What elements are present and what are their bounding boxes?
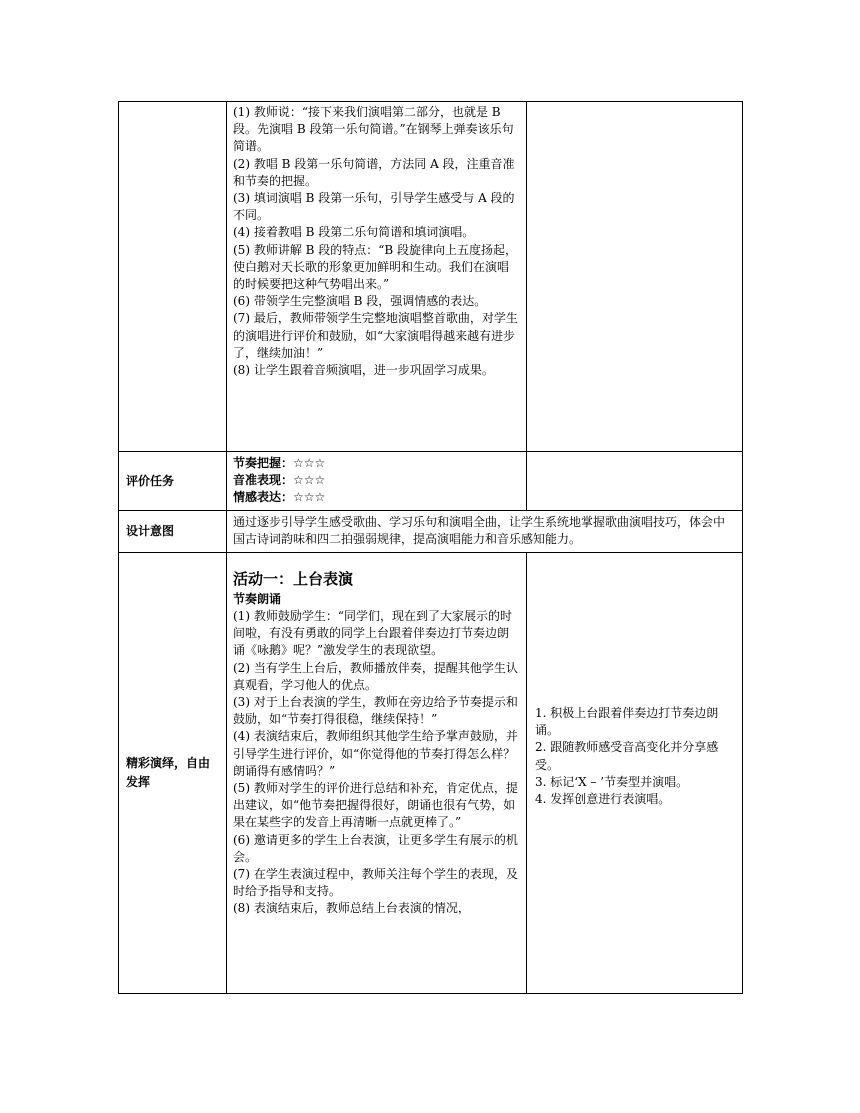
step-paragraph: (5) 教师对学生的评价进行总结和补充，肯定优点，提出建议，如“他节奏把握得很好，朗诵也很有气势，如果在某些字的发音上再清晰一点就更棒了。”: [233, 781, 518, 830]
step-paragraph: (2) 教唱 B 段第一乐句简谱，方法同 A 段，注重音准和节奏的把握。: [233, 156, 515, 188]
activity-subheading: 节奏朗诵: [233, 592, 282, 606]
step-paragraph: (3) 对于上台表演的学生，教师在旁边给予节奏提示和鼓励，如“节奏打得很稳，继续保持！”: [233, 695, 518, 727]
rating-stars: ☆☆☆: [293, 456, 326, 470]
activity-heading: 活动一：上台表演: [233, 570, 354, 588]
row-label-evaluation: 评价任务: [119, 452, 227, 511]
step-paragraph: (4) 接着教唱 B 段第二乐句简谱和填词演唱。: [233, 225, 475, 240]
rating-stars: ☆☆☆: [293, 473, 326, 487]
evaluation-cell: [227, 452, 527, 511]
step-paragraph: (6) 带领学生完整演唱 B 段，强调情感的表达。: [233, 294, 487, 309]
row-label-performance: 精彩演绎，自由发挥: [119, 553, 227, 994]
step-paragraph: (1) 教师说：“接下来我们演唱第二部分，也就是 B 段。先演唱 B 段第一乐句简谱。”在钢琴上弹奏该乐句简谱。: [233, 105, 514, 154]
student-activity-cell-empty: [527, 102, 743, 452]
student-activity-item: 3. 标记‘X – ’节奏型并演唱。: [535, 774, 689, 789]
table-row: [119, 102, 743, 452]
step-paragraph: (1) 教师鼓励学生：“同学们，现在到了大家展示的时间啦，有没有勇敢的同学上台跟着伴奏边打节奏边朗诵《咏鹅》呢？”激发学生的表现欲望。: [233, 609, 512, 658]
row-label-empty: [119, 102, 227, 452]
step-paragraph: (8) 让学生跟着音频演唱，进一步巩固学习成果。: [233, 363, 494, 378]
step-paragraph: (5) 教师讲解 B 段的特点：“B 段旋律向上五度扬起，使白鹅对天长歌的形象更加鲜明和生动。我们在演唱的时候要把这种气势唱出来。”: [233, 242, 518, 292]
table-row: [119, 511, 743, 553]
step-paragraph: (7) 在学生表演过程中，教师关注每个学生的表现，及时给予指导和支持。: [233, 867, 518, 899]
step-paragraph: (8) 表演结束后，教师总结上台表演的情况，: [233, 901, 470, 916]
row-label-design-intent: 设计意图: [119, 511, 227, 553]
step-paragraph: (6) 邀请更多的学生上台表演，让更多学生有展示的机会。: [233, 832, 518, 864]
design-intent-cell: 通过逐步引导学生感受歌曲、学习乐句和演唱全曲，让学生系统地掌握歌曲演唱技巧，体会中国古诗词韵味和四二拍强弱规律，提高演唱能力和音乐感知能力。: [227, 511, 743, 553]
table-row: [119, 553, 743, 994]
evaluation-item-name: 节奏把握：: [233, 456, 294, 470]
activity-cell: [227, 553, 527, 994]
step-paragraph: (7) 最后，教师带领学生完整地演唱整首歌曲，对学生的演唱进行评价和鼓励，如“大家演唱得越来越有进步了，继续加油！”: [233, 311, 518, 360]
evaluation-item: [233, 455, 520, 472]
evaluation-right-empty: [527, 452, 743, 511]
evaluation-item: [233, 489, 520, 506]
rating-stars: ☆☆☆: [293, 490, 326, 504]
student-activity-item: 4. 发挥创意进行表演唱。: [535, 792, 671, 807]
step-paragraph: (2) 当有学生上台后，教师播放伴奏，提醒其他学生认真观看，学习他人的优点。: [233, 660, 518, 692]
student-activity-item: 1. 积极上台跟着伴奏边打节奏边朗诵。: [535, 706, 719, 738]
student-activity-cell: [527, 553, 743, 994]
lesson-plan-table: [118, 101, 743, 994]
step-paragraph: (4) 表演结束后，教师组织其他学生给予掌声鼓励，并引导学生进行评价，如“你觉得他的节奏打得怎么样？朗诵得有感情吗？”: [233, 729, 518, 778]
teaching-steps-cell: [227, 102, 527, 452]
step-paragraph: (3) 填词演唱 B 段第一乐句，引导学生感受与 A 段的不同。: [233, 191, 515, 223]
evaluation-item-name: 情感表达：: [233, 490, 294, 504]
evaluation-item: [233, 472, 520, 489]
student-activity-item: 2. 跟随教师感受音高变化并分享感受。: [535, 740, 719, 772]
table-row: [119, 452, 743, 511]
evaluation-item-name: 音准表现：: [233, 473, 294, 487]
